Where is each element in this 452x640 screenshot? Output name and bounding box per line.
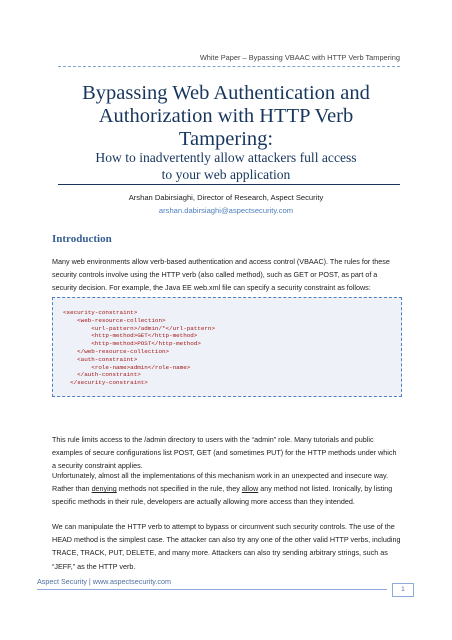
footer-text: Aspect Security | www.aspectsecurity.com	[37, 577, 171, 586]
code-listing	[63, 309, 215, 387]
code-line: <auth-constraint>	[63, 355, 138, 363]
code-line: <security-constraint>	[63, 309, 138, 316]
code-block	[52, 297, 402, 397]
footer-divider	[37, 589, 387, 590]
insecure-implementation-paragraph	[52, 469, 402, 509]
code-line: </web-resource-collection>	[63, 347, 170, 355]
p3-text-a: Unfortunately, almost all the implementations of this mechanism work in an unexpected and insecure way. Rather than	[52, 471, 389, 494]
code-line: <role-name>admin</role-name>	[63, 363, 191, 371]
document-subtitle	[58, 150, 394, 183]
intro-paragraph: Many web environments allow verb-based authentication and access control (VBAAC). The rules for these security controls involve using the HTTP verb (also called method), such as GET or POST, as part of a security decision. For example, the Java EE web.xml file can specify a security constraint as follows:	[52, 257, 390, 293]
rule-explanation-paragraph: This rule limits access to the /admin directory to users with the “admin” role. Many tutorials and public examples of secure configurations list POST, GET (and sometimes PUT) for the HTTP methods under which a security constraint applies.	[52, 435, 397, 471]
page-number: 1	[392, 583, 414, 597]
p3-underline-denying: denying	[91, 484, 117, 494]
code-line: <web-resource-collection>	[63, 316, 166, 324]
p3-text-b: methods not specified in the rule, they	[116, 484, 242, 494]
title-line-1: Bypassing Web Authentication and	[82, 82, 370, 104]
code-line: <http-method>GET</http-method>	[63, 332, 198, 340]
title-divider	[58, 184, 400, 185]
code-line: </auth-constraint>	[63, 371, 141, 379]
code-line: <http-method>POST</http-method>	[63, 340, 201, 348]
subtitle-line-1: How to inadvertently allow attackers full access	[95, 150, 357, 165]
author-email-link[interactable]: arshan.dabirsiaghi@aspectsecurity.com	[158, 206, 294, 215]
header-divider	[58, 66, 400, 67]
title-line-3: Tampering:	[178, 128, 274, 150]
document-title	[58, 82, 394, 151]
p3-underline-allow: allow	[241, 484, 259, 494]
code-line: </security-constraint>	[63, 379, 148, 387]
author-byline: Arshan Dabirsiaghi, Director of Research, Aspect Security	[128, 193, 324, 202]
p3-text-c: any method not listed. Ironically, by listing specific methods in their rule, developers are actually allowing more access than they intended.	[52, 484, 393, 507]
code-line: <url-pattern>/admin/*</url-pattern>	[63, 324, 216, 332]
section-heading: Introduction	[52, 233, 112, 245]
title-line-2: Authorization with HTTP Verb	[98, 105, 354, 127]
verb-manipulation-paragraph: We can manipulate the HTTP verb to attempt to bypass or circumvent such security controls. The use of the HEAD method is the simplest case. The attacker can also try any one of the other valid HTTP verbs, including TRACE, TRACK, PUT, DELETE, and many more. Attackers can also try sending arbitrary strings, such as “JEFF,” as the HTTP verb.	[52, 522, 401, 571]
subtitle-line-2: to your web application	[161, 166, 291, 182]
running-header: White Paper – Bypassing VBAAC with HTTP Verb Tampering	[199, 53, 400, 62]
